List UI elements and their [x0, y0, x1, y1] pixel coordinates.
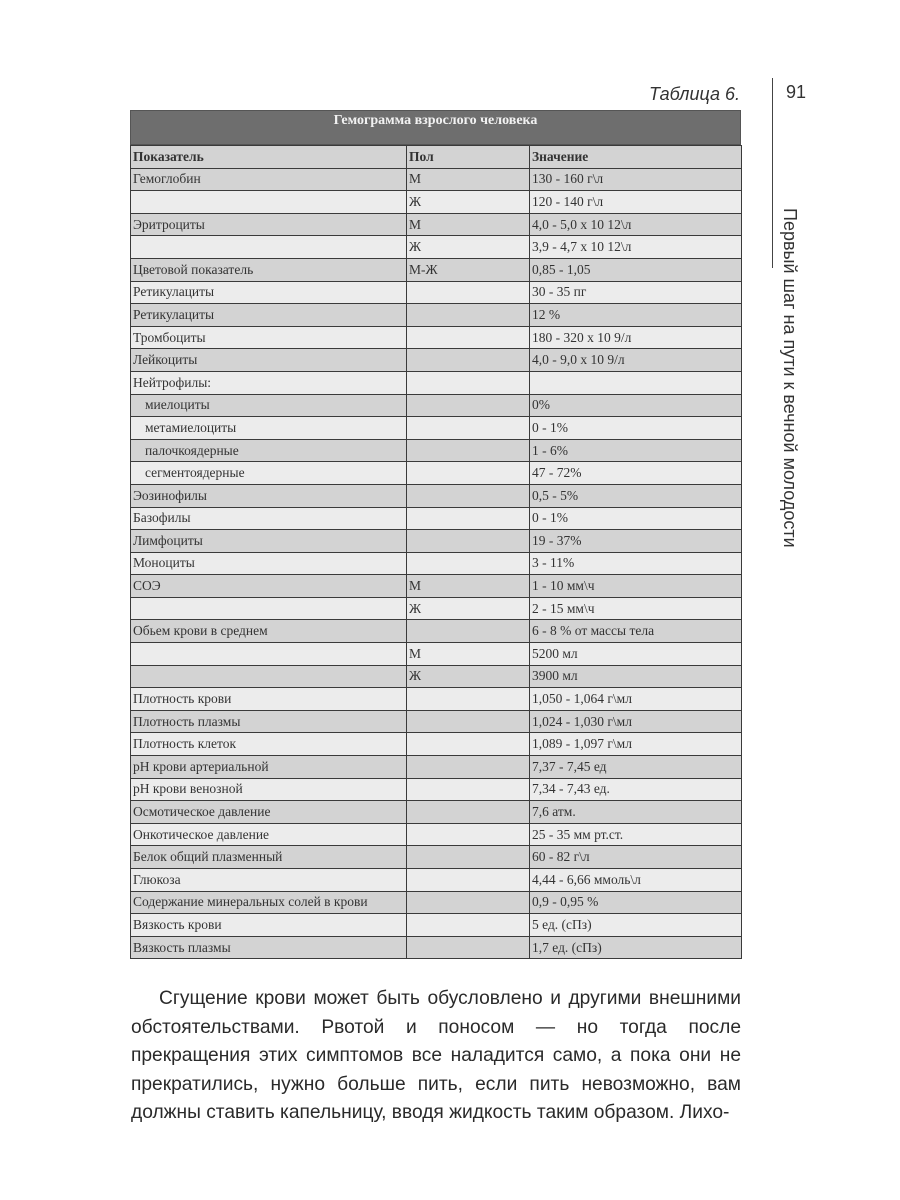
table-row: [131, 665, 742, 688]
column-header-sex: Пол: [407, 146, 530, 169]
cell-sex: [407, 417, 530, 440]
cell-sex: [407, 891, 530, 914]
cell-sex: [407, 484, 530, 507]
cell-sex: [407, 507, 530, 530]
cell-indicator: Эритроциты: [131, 213, 407, 236]
cell-indicator: Цветовой показатель: [131, 258, 407, 281]
table-row: [131, 620, 742, 643]
table-row: [131, 846, 742, 869]
cell-indicator: Лейкоциты: [131, 349, 407, 372]
cell-value: 12 %: [530, 304, 742, 327]
cell-value: 47 - 72%: [530, 462, 742, 485]
cell-value: 1 - 10 мм\ч: [530, 575, 742, 598]
cell-indicator: метамиелоциты: [131, 417, 407, 440]
table-row: [131, 530, 742, 553]
cell-sex: Ж: [407, 665, 530, 688]
cell-value: 1,050 - 1,064 г\мл: [530, 688, 742, 711]
cell-sex: [407, 710, 530, 733]
cell-value: 130 - 160 г\л: [530, 168, 742, 191]
table-row: [131, 349, 742, 372]
table-row: [131, 575, 742, 598]
cell-value: 1,089 - 1,097 г\мл: [530, 733, 742, 756]
cell-indicator: Ретикулациты: [131, 281, 407, 304]
page-number: 91: [786, 82, 807, 102]
cell-indicator: Осмотическое давление: [131, 801, 407, 824]
cell-sex: [407, 688, 530, 711]
cell-sex: [407, 552, 530, 575]
cell-sex: [407, 620, 530, 643]
cell-indicator: Вязкость плазмы: [131, 936, 407, 959]
cell-value: 0 - 1%: [530, 417, 742, 440]
cell-indicator: pH крови венозной: [131, 778, 407, 801]
table-row: [131, 823, 742, 846]
cell-indicator: Гемоглобин: [131, 168, 407, 191]
cell-value: 120 - 140 г\л: [530, 191, 742, 214]
cell-indicator: сегментоядерные: [131, 462, 407, 485]
cell-sex: [407, 914, 530, 937]
cell-indicator: Эозинофилы: [131, 484, 407, 507]
cell-indicator: Вязкость крови: [131, 914, 407, 937]
cell-sex: М: [407, 643, 530, 666]
table-row: [131, 191, 742, 214]
table-row: [131, 507, 742, 530]
cell-sex: [407, 349, 530, 372]
table-row: [131, 597, 742, 620]
cell-value: 3900 мл: [530, 665, 742, 688]
cell-value: 0,5 - 5%: [530, 484, 742, 507]
table-row: [131, 756, 742, 779]
cell-indicator: Лимфоциты: [131, 530, 407, 553]
cell-value: 3 - 11%: [530, 552, 742, 575]
cell-indicator: Плотность плазмы: [131, 710, 407, 733]
table-row: [131, 439, 742, 462]
cell-indicator: миелоциты: [131, 394, 407, 417]
cell-sex: Ж: [407, 191, 530, 214]
cell-indicator: [131, 665, 407, 688]
cell-indicator: Белок общий плазменный: [131, 846, 407, 869]
cell-value: 7,34 - 7,43 ед.: [530, 778, 742, 801]
cell-indicator: Плотность клеток: [131, 733, 407, 756]
table-row: [131, 869, 742, 892]
table-row: [131, 936, 742, 959]
cell-value: 4,44 - 6,66 ммоль\л: [530, 869, 742, 892]
cell-sex: М: [407, 168, 530, 191]
table-row: [131, 326, 742, 349]
cell-value: 0 - 1%: [530, 507, 742, 530]
cell-value: 19 - 37%: [530, 530, 742, 553]
table-row: [131, 213, 742, 236]
cell-value: 4,0 - 5,0 х 10 12\л: [530, 213, 742, 236]
cell-indicator: Содержание минеральных солей в крови: [131, 891, 407, 914]
cell-value: 0%: [530, 394, 742, 417]
cell-sex: [407, 326, 530, 349]
header-divider: [772, 78, 773, 268]
table-row: [131, 688, 742, 711]
cell-sex: [407, 869, 530, 892]
cell-value: 180 - 320 х 10 9/л: [530, 326, 742, 349]
running-title: Первый шаг на пути к вечной молодости: [780, 208, 800, 548]
cell-indicator: pH крови артериальной: [131, 756, 407, 779]
cell-indicator: Онкотическое давление: [131, 823, 407, 846]
table-header-row: [131, 146, 742, 169]
column-header-indicator: Показатель: [131, 146, 407, 169]
table-row: [131, 891, 742, 914]
cell-sex: Ж: [407, 236, 530, 259]
cell-value: 7,6 атм.: [530, 801, 742, 824]
table-caption: Таблица 6.: [648, 84, 740, 104]
cell-value: 30 - 35 пг: [530, 281, 742, 304]
cell-indicator: [131, 597, 407, 620]
cell-indicator: Нейтрофилы:: [131, 371, 407, 394]
table-grid: [130, 145, 742, 959]
cell-value: 60 - 82 г\л: [530, 846, 742, 869]
cell-sex: [407, 394, 530, 417]
cell-sex: [407, 823, 530, 846]
cell-value: 5 ед. (сПз): [530, 914, 742, 937]
cell-sex: [407, 778, 530, 801]
table-row: [131, 801, 742, 824]
cell-indicator: Тромбоциты: [131, 326, 407, 349]
table-row: [131, 643, 742, 666]
table-row: [131, 417, 742, 440]
cell-value: 4,0 - 9,0 х 10 9/л: [530, 349, 742, 372]
table-row: [131, 258, 742, 281]
table-row: [131, 733, 742, 756]
cell-sex: [407, 846, 530, 869]
cell-indicator: Обьем крови в среднем: [131, 620, 407, 643]
cell-indicator: СОЭ: [131, 575, 407, 598]
cell-sex: [407, 462, 530, 485]
cell-value: 0,9 - 0,95 %: [530, 891, 742, 914]
cell-indicator: Моноциты: [131, 552, 407, 575]
body-paragraph: Сгущение крови может быть обусловлено и другими внешними обстоятельствами. Рвотой и поносом — но тогда после прекращения этих симптомов все наладится само, а пока они не прекратились, нужно больше пить, если пить невозможно, вам должны ставить капельницу, вводя жидкость таким образом. Лихо-: [131, 988, 741, 1124]
cell-sex: [407, 281, 530, 304]
table-row: [131, 168, 742, 191]
cell-value: 1,024 - 1,030 г\мл: [530, 710, 742, 733]
cell-sex: Ж: [407, 597, 530, 620]
cell-value: 3,9 - 4,7 х 10 12\л: [530, 236, 742, 259]
cell-value: 0,85 - 1,05: [530, 258, 742, 281]
cell-indicator: палочкоядерные: [131, 439, 407, 462]
table-row: [131, 304, 742, 327]
cell-sex: М: [407, 213, 530, 236]
cell-value: 1,7 ед. (сПз): [530, 936, 742, 959]
cell-indicator: [131, 191, 407, 214]
cell-sex: [407, 733, 530, 756]
cell-value: 6 - 8 % от массы тела: [530, 620, 742, 643]
cell-sex: [407, 439, 530, 462]
hemogram-table: [130, 110, 741, 959]
cell-sex: М: [407, 575, 530, 598]
cell-sex: [407, 936, 530, 959]
cell-value: 25 - 35 мм рт.ст.: [530, 823, 742, 846]
table-row: [131, 778, 742, 801]
cell-sex: М-Ж: [407, 258, 530, 281]
table-row: [131, 552, 742, 575]
table-row: [131, 394, 742, 417]
table-row: [131, 914, 742, 937]
cell-indicator: Ретикулациты: [131, 304, 407, 327]
cell-sex: [407, 371, 530, 394]
cell-sex: [407, 756, 530, 779]
cell-indicator: [131, 236, 407, 259]
table-row: [131, 484, 742, 507]
cell-indicator: Глюкоза: [131, 869, 407, 892]
cell-value: 5200 мл: [530, 643, 742, 666]
table-row: [131, 236, 742, 259]
table-row: [131, 462, 742, 485]
cell-value: 1 - 6%: [530, 439, 742, 462]
cell-value: 2 - 15 мм\ч: [530, 597, 742, 620]
cell-sex: [407, 304, 530, 327]
cell-value: 7,37 - 7,45 ед: [530, 756, 742, 779]
table-row: [131, 371, 742, 394]
cell-indicator: Плотность крови: [131, 688, 407, 711]
table-row: [131, 710, 742, 733]
cell-indicator: Базофилы: [131, 507, 407, 530]
cell-value: [530, 371, 742, 394]
table-title: Гемограмма взрослого человека: [130, 110, 741, 145]
table-row: [131, 281, 742, 304]
cell-sex: [407, 530, 530, 553]
cell-sex: [407, 801, 530, 824]
column-header-value: Значение: [530, 146, 742, 169]
cell-indicator: [131, 643, 407, 666]
